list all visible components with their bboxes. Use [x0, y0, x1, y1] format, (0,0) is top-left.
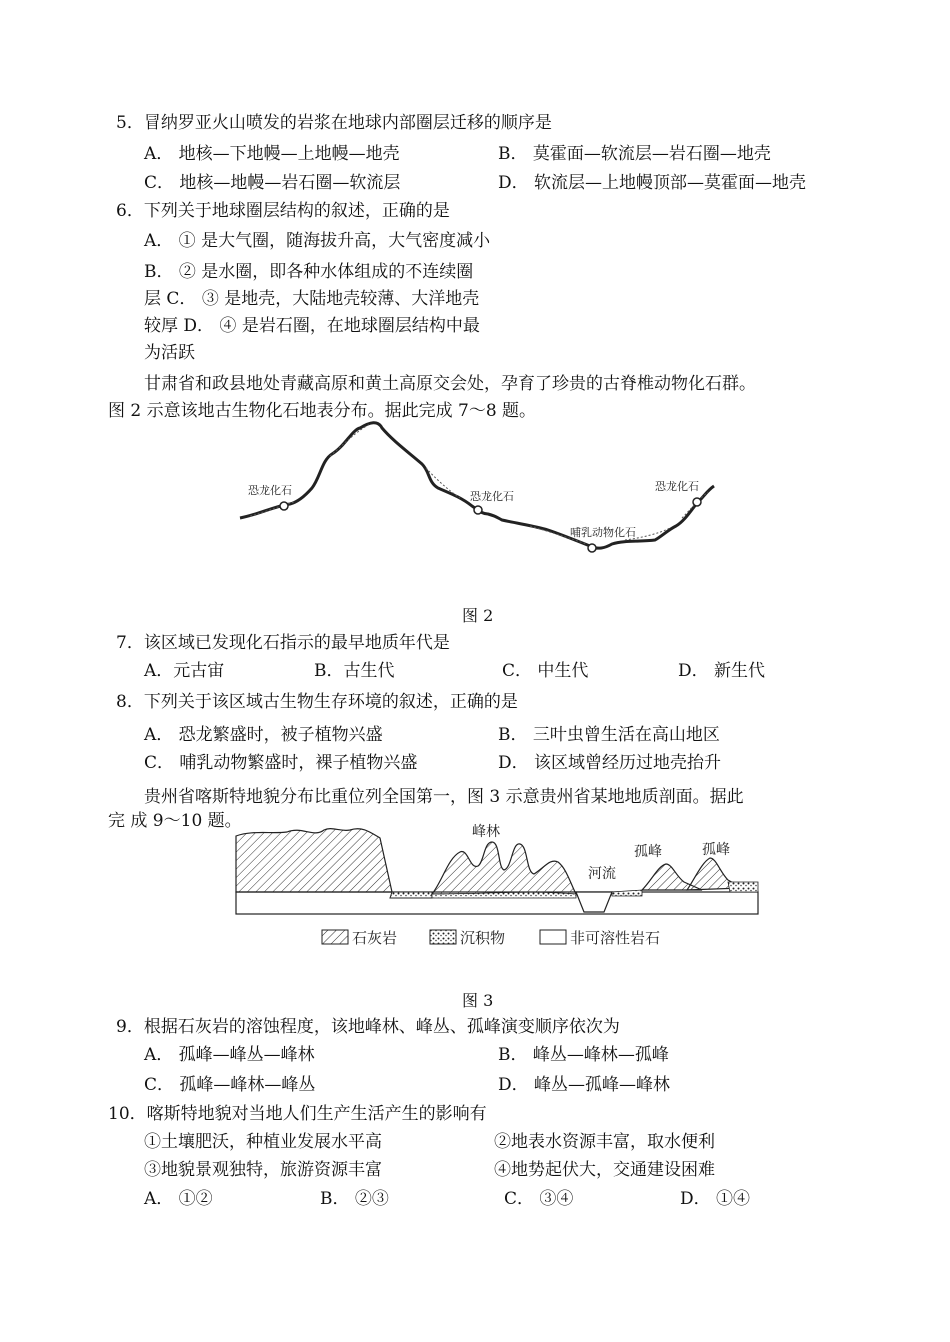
q8-option-b: B． 三叶虫曾生活在高山地区 — [498, 725, 720, 745]
label-isolated-peak: 孤峰 — [634, 844, 662, 860]
fossil-label: 恐龙化石 — [248, 484, 292, 497]
q8-stem: 8．下列关于该区域古生物生存环境的叙述，正确的是 — [116, 692, 518, 712]
legend-swatch-limestone — [322, 930, 348, 944]
q5-option-c: C． 地核—地幔—岩石圈—软流层 — [144, 173, 401, 193]
legend-swatch-non-soluble — [540, 930, 566, 944]
label-isolated-peak: 孤峰 — [702, 842, 730, 858]
fossil-label: 恐龙化石 — [655, 480, 699, 493]
q7-option-d: D． 新生代 — [678, 661, 766, 681]
q7-stem: 7．该区域已发现化石指示的最早地质年代是 — [116, 633, 450, 653]
label-river: 河流 — [588, 866, 616, 882]
q6-line: A． ① 是大气圈，随海拔升高，大气密度减小 — [144, 231, 491, 251]
limestone-peak-forest — [432, 842, 576, 894]
limestone-peak-cluster — [236, 829, 392, 892]
q5-option-d: D． 软流层—上地幔顶部—莫霍面—地壳 — [498, 173, 807, 193]
q9-stem: 9．根据石灰岩的溶蚀程度，该地峰林、峰丛、孤峰演变顺序依次为 — [116, 1017, 620, 1037]
intro-paragraph-1: 甘肃省和政县地处青藏高原和黄土高原交会处，孕育了珍贵的古脊椎动物化石群。 — [144, 374, 756, 394]
q10-option-c: C． ③④ — [504, 1189, 574, 1209]
label-peak-forest: 峰林 — [472, 824, 500, 840]
q9-option-c: C． 孤峰—峰林—峰丛 — [144, 1075, 316, 1095]
intro-paragraph-1-cont: 图 2 示意该地古生物化石地表分布。据此完成 7～8 题。 — [108, 401, 537, 421]
q8-option-a: A． 恐龙繁盛时，被子植物兴盛 — [144, 725, 383, 745]
sediment-deposit — [612, 890, 642, 896]
sediment-deposit — [728, 882, 758, 892]
fossil-label: 哺乳动物化石 — [570, 526, 636, 539]
q10-item-2: ②地表水资源丰富，取水便利 — [494, 1132, 715, 1152]
intro-paragraph-2-cont: 完 成 9～10 题。 — [108, 811, 242, 831]
q6-line: B． ② 是水圈，即各种水体组成的不连续圈 — [144, 262, 474, 282]
q7-option-c: C． 中生代 — [502, 661, 589, 681]
fossil-site-marker — [474, 506, 482, 514]
terrain-texture — [250, 424, 708, 544]
q10-option-a: A． ①② — [144, 1189, 213, 1209]
q6-stem: 6．下列关于地球圈层结构的叙述，正确的是 — [116, 201, 450, 221]
intro-paragraph-2: 贵州省喀斯特地貌分布比重位列全国第一，图 3 示意贵州省某地地质剖面。据此 — [144, 787, 744, 807]
fossil-site-marker — [693, 498, 701, 506]
q5-option-a: A． 地核—下地幔—上地幔—地壳 — [144, 144, 400, 164]
q10-stem: 10．喀斯特地貌对当地人们生产生活产生的影响有 — [108, 1104, 487, 1124]
q5-option-b: B． 莫霍面—软流层—岩石圈—地壳 — [498, 144, 771, 164]
q7-option-a: A．元古宙 — [144, 661, 225, 681]
fossil-site-marker — [588, 544, 596, 552]
figure-3-caption: 图 3 — [462, 991, 494, 1010]
q10-item-1: ①土壤肥沃，种植业发展水平高 — [144, 1132, 382, 1152]
sediment-deposit — [390, 892, 432, 898]
legend-label: 非可溶性岩石 — [570, 929, 661, 947]
fossil-label: 恐龙化石 — [470, 490, 514, 503]
figure-3-geologic-section — [232, 822, 762, 952]
q10-option-d: D． ①④ — [680, 1189, 751, 1209]
q9-option-a: A． 孤峰—峰丛—峰林 — [144, 1045, 315, 1065]
figure-2-terrain-profile — [230, 418, 730, 568]
fossil-site-marker — [280, 502, 288, 510]
q6-line: 为活跃 — [144, 343, 195, 363]
q8-option-d: D． 该区域曾经历过地壳抬升 — [498, 753, 722, 773]
figure-2-caption: 图 2 — [462, 606, 494, 625]
legend-label: 沉积物 — [460, 929, 506, 947]
q5-stem: 5．冒纳罗亚火山喷发的岩浆在地球内部圈层迁移的顺序是 — [116, 113, 552, 133]
q7-option-b: B．古生代 — [314, 661, 395, 681]
q9-option-d: D． 峰丛—孤峰—峰林 — [498, 1075, 671, 1095]
legend-swatch-sediment — [430, 930, 456, 944]
q10-option-b: B． ②③ — [320, 1189, 389, 1209]
legend-label: 石灰岩 — [352, 929, 398, 947]
q10-item-4: ④地势起伏大，交通建设困难 — [494, 1160, 715, 1180]
q6-line: 较厚 D． ④ 是岩石圈，在地球圈层结构中最 — [144, 316, 480, 336]
q9-option-b: B． 峰丛—峰林—孤峰 — [498, 1045, 669, 1065]
q10-item-3: ③地貌景观独特，旅游资源丰富 — [144, 1160, 382, 1180]
q8-option-c: C． 哺乳动物繁盛时，裸子植物兴盛 — [144, 753, 418, 773]
q6-line: 层 C． ③ 是地壳，大陆地壳较薄、大洋地壳 — [144, 289, 480, 309]
terrain-line — [240, 423, 714, 548]
